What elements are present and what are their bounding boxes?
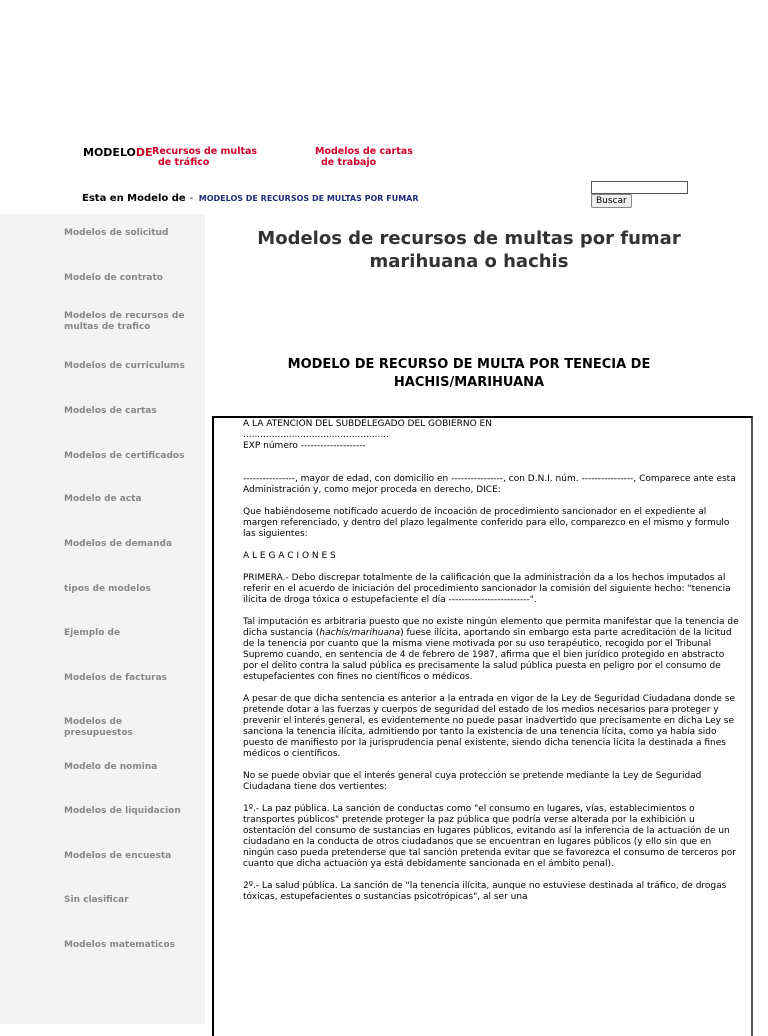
doc-alegaciones-heading: A L E G A C I O N E S: [243, 551, 336, 561]
sidebar-item-demanda[interactable]: Modelos de demanda: [64, 539, 173, 549]
sidebar-item-nomina[interactable]: Modelo de nomina: [64, 762, 158, 772]
sidebar-item-encuesta[interactable]: Modelos de encuesta: [64, 851, 172, 861]
doc-paragraph-2: [243, 617, 739, 683]
search-input[interactable]: [591, 181, 688, 194]
breadcrumb: [82, 193, 419, 204]
sidebar-item-contrato[interactable]: Modelo de contrato: [64, 273, 163, 283]
doc-primera: PRIMERA.- Debo discrepar totalmente de la calificación que la administración da a los hechos imputados al referir en el acuerdo de iniciación del procedimiento sancionador la comisión del siguiente hecho: "tenencia ilícita de droga tóxica o estupefaciente el día -------------------------".: [243, 573, 731, 605]
document-subtitle: MODELO DE RECURSO DE MULTA POR TENECIA DE HACHIS/MARIHUANA: [287, 357, 651, 390]
header-link-line1: Recursos de multas: [152, 146, 258, 157]
sidebar-item-ejemplo[interactable]: Ejemplo de: [64, 628, 121, 638]
site-logo[interactable]: [83, 146, 153, 159]
doc-intro: ----------------, mayor de edad, con domicilio en ----------------, con D.N.I. núm. ----------------, Comparece ante esta Administración y, como mejor proceda en derecho, DICE:: [243, 474, 736, 495]
header-link-line2: de trabajo: [321, 157, 377, 168]
header-link-line1: Modelos de cartas: [315, 146, 413, 157]
doc-dots-line: ...................................................: [243, 430, 389, 440]
sidebar-item-curriculums[interactable]: Modelos de curriculums: [64, 361, 185, 371]
sidebar-item-matematicos[interactable]: Modelos matematicos: [64, 940, 176, 950]
sidebar-item-recursos-multas[interactable]: Modelos de recursos de multas de trafico: [64, 311, 185, 332]
doc-paragraph-4: No se puede obviar que el interés general cuya protección se pretende mediante la Ley de Seguridad Ciudadana tiene dos vertientes:: [243, 771, 702, 792]
doc-paragraph-5: 1º.- La paz pública. La sanción de conductas como "el consumo en lugares, vías, establecimientos o transportes públicos" pretende proteger la paz pública que podría verse alterada por la exhibición u ostentación del consumo de sustancias en lugares públicos, evitando así la inferencia de la actuación de un ciudadano en la conducta de otros ciudadanos que se encuentran en lugares públicos (y ello sin que en ningún caso pueda pretenderse que tal sanción pretenda evitar que se favorezca el consumo de terceros por cuanto que dicha actuación ya está debidamente sancionada en el ámbito penal).: [243, 804, 736, 869]
sidebar-item-solicitud[interactable]: Modelos de solicitud: [64, 228, 169, 238]
page-title: Modelos de recursos de multas por fumar marihuana o hachis: [257, 228, 681, 272]
sidebar-item-acta[interactable]: Modelo de acta: [64, 494, 142, 504]
logo-text-modelo: MODELO: [83, 146, 136, 159]
breadcrumb-separator: -: [189, 193, 194, 204]
document-body: [214, 418, 751, 903]
header-link-line2: de tráfico: [158, 157, 210, 168]
sidebar-item-sin-clasificar[interactable]: Sin clasificar: [64, 895, 129, 905]
sidebar-item-certificados[interactable]: Modelos de certificados: [64, 451, 185, 461]
doc-exp-line: EXP número --------------------: [243, 441, 366, 451]
doc-p2-end: ) fuese ilícita, aportando sin embargo esta parte acreditación de la licitud de la tenencia por cuanto que la misma viene motivada por su uso terapéutico, recogido por el Tribunal Supremo cuando, en sentencia de 4 de febrero de 1987, afirma que el bien jurídico protegido en abstracto por el delito contra la salud pública es precisamente la salud pública puesta en peligro por el consumo de estupefacientes con fines no científicos o médicos.: [243, 628, 732, 682]
doc-attention-line: A LA ATENCION DEL SUBDELEGADO DEL GOBIERNO EN: [243, 419, 492, 429]
breadcrumb-current-link[interactable]: MODELOS DE RECURSOS DE MULTAS POR FUMAR: [198, 194, 419, 203]
header-link-recursos-multas[interactable]: [152, 146, 257, 168]
doc-paragraph-3: A pesar de que dicha sentencia es anterior a la entrada en vigor de la Ley de Seguridad Ciudadana donde se pretende dotar a las fuerzas y cuerpos de seguridad del estado de los medios necesarios para proteger y prevenir el interés general, es evidentemente no puede pasar inadvertido que precisamente en dicha Ley se sanciona la tenencia ilícita, admitiendo por tanto la existencia de una tenencia lícita, como ya había sido puesto de manifiesto por la jurisprudencia penal existente, siendo dicha tenencia lícita la destinada a fines médicos o científicos.: [243, 694, 736, 759]
doc-paragraph: Que habiéndoseme notificado acuerdo de incoación de procedimiento sancionador en el expediente al margen referenciado, y dentro del plazo legalmente conferido para ello, comparezco en el mismo y formulo las siguientes:: [243, 507, 730, 539]
sidebar-item-facturas[interactable]: Modelos de facturas: [64, 673, 168, 683]
doc-p2-emphasis: hachís/marihuana: [319, 628, 401, 638]
sidebar: [0, 214, 205, 1024]
logo-text-de: DE: [135, 146, 153, 159]
doc-p2-start: Tal imputación es arbitraria puesto que no existe ningún elemento que permita manifestar que la tenencia de dicha sustancia (: [243, 617, 739, 638]
sidebar-item-presupuestos[interactable]: Modelos de presupuestos: [64, 717, 133, 738]
sidebar-item-cartas[interactable]: Modelos de cartas: [64, 406, 157, 416]
sidebar-item-liquidacion[interactable]: Modelos de liquidacion: [64, 806, 181, 816]
search-button[interactable]: Buscar: [591, 194, 632, 208]
sidebar-item-tipos[interactable]: tipos de modelos: [64, 584, 151, 594]
header-link-cartas-trabajo[interactable]: [315, 146, 413, 168]
document-text-box[interactable]: [212, 416, 753, 1036]
doc-paragraph-6: 2º.- La salud pública. La sanción de "la tenencia ilícita, aunque no estuviese destinada al tráfico, de drogas tóxicas, estupefacientes o sustancias psicotrópicas", al ser una: [243, 881, 727, 902]
breadcrumb-label: Esta en Modelo de: [82, 193, 186, 204]
